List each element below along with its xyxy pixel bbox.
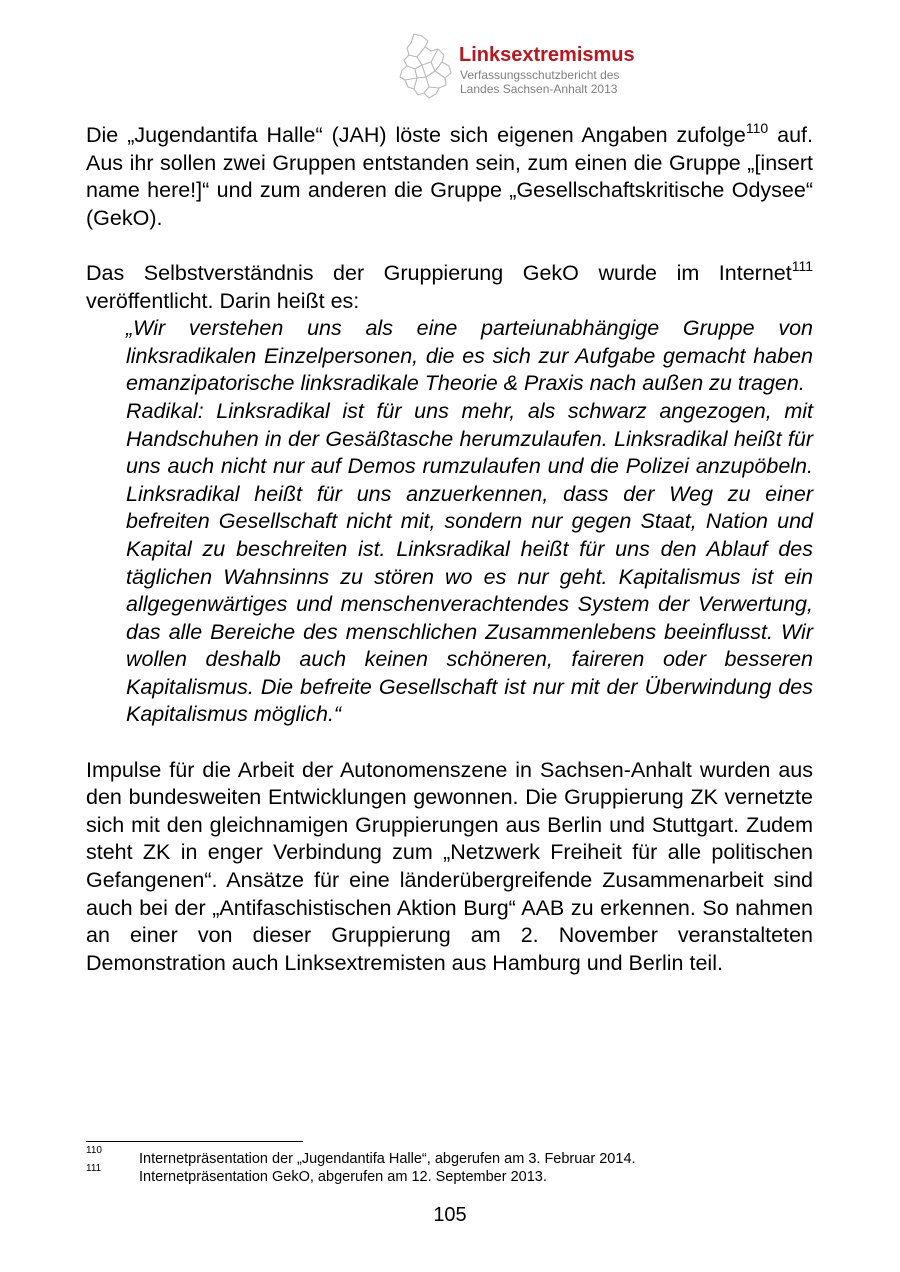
header-subtitle-line-2: Landes Sachsen-Anhalt 2013 <box>460 82 618 96</box>
paragraph-autonome: Impulse für die Arbeit der Autonomenszene in Sachsen-Anhalt wurden aus den bundesweiten Entwicklungen gewonnen. Die Gruppierung ZK vernetzte sich mit den gleichnamigen Gruppierungen aus Berlin und Stuttgart. Zudem steht ZK in enger Verbindung zum „Netzwerk Freiheit für alle politischen Gefangenen“. Ansätze für eine länderübergreifende Zusammenarbeit sind auch bei der „Antifaschistischen Aktion Burg“ AAB zu erkennen. So nahmen an einer von dieser Gruppierung am 2. November veranstalteten Demonstration auch Linksextremisten aus Hamburg und Berlin teil. <box>86 757 813 975</box>
paragraph-text: Das Selbstverständnis der Gruppierung GekO wurde im Internet <box>86 260 792 285</box>
footnote-number: 110 <box>86 1145 102 1156</box>
paragraph-geko <box>86 257 813 315</box>
header-title: Linksextremismus <box>459 44 635 66</box>
footnote-110 <box>86 1145 826 1168</box>
paragraph-text: veröffentlicht. Darin heißt es: <box>86 288 360 313</box>
footnote-ref-111[interactable]: 111 <box>791 257 813 274</box>
paragraph-text: Die „Jugendantifa Halle“ (JAH) löste sich eigenen Angaben zufolge <box>86 123 746 147</box>
footnotes <box>86 1145 826 1186</box>
saxony-anhalt-map-icon <box>398 32 454 100</box>
footnote-ref-110[interactable]: 110 <box>745 120 769 136</box>
header-subtitle <box>460 68 619 96</box>
paragraph-jah <box>86 122 813 232</box>
header-subtitle-line-1: Verfassungsschutzbericht des <box>460 68 620 82</box>
footnote-111 <box>86 1163 826 1186</box>
footnote-text: Internetpräsentation der „Jugendantifa Halle“, abgerufen am 3. Februar 2014. <box>139 1151 636 1167</box>
quote-paragraph-2: Radikal: Linksradikal ist für uns mehr, als schwarz angezogen, mit Handschuhen in der Gesäßtasche herumzulaufen. Linksradikal heißt für uns auch nicht nur auf Demos rumzulaufen und die Polizei anzupöbeln. Linksradikal heißt für uns anzuerkennen, dass der Weg zu einer befreiten Gesellschaft nicht mit, sondern nur gegen Staat, Nation und Kapital zu beschreiten ist. Linksradikal heißt für uns den Ablauf des täglichen Wahnsinns zu stören wo es nur geht. Kapitalismus ist ein allgegenwärtiges und menschenverachtendes System der Verwertung, das alle Bereiche des menschlichen Zusammenlebens beeinflusst. Wir wollen deshalb auch keinen schöneren, faireren oder besseren Kapitalismus. Die befreite Gesellschaft ist nur mit der Überwindung des Kapitalismus möglich.“ <box>126 398 813 727</box>
main-content <box>86 122 813 977</box>
quote-paragraph-1: „Wir verstehen uns als eine parteiunabhängige Gruppe von linksradikalen Einzelpersonen, die es sich zur Aufgabe gemacht haben emanzipatorische linksradikale Theorie & Praxis nach außen zu tragen. <box>126 316 813 396</box>
paragraph-text: auf. Aus ihr sollen zwei Gruppen entstanden sein, zum einen die Gruppe „[insert name here!]“ und zum anderen die Gruppe „Gesellschaftskritische Odysee“ (GekO). <box>86 123 813 230</box>
paragraph-gap <box>86 729 813 757</box>
page-number: 105 <box>433 1204 467 1226</box>
page-header <box>398 32 698 102</box>
footnote-text: Internetpräsentation GekO, abgerufen am 12. September 2013. <box>139 1169 547 1185</box>
footnote-divider <box>86 1141 303 1142</box>
footnote-number: 111 <box>86 1163 102 1174</box>
